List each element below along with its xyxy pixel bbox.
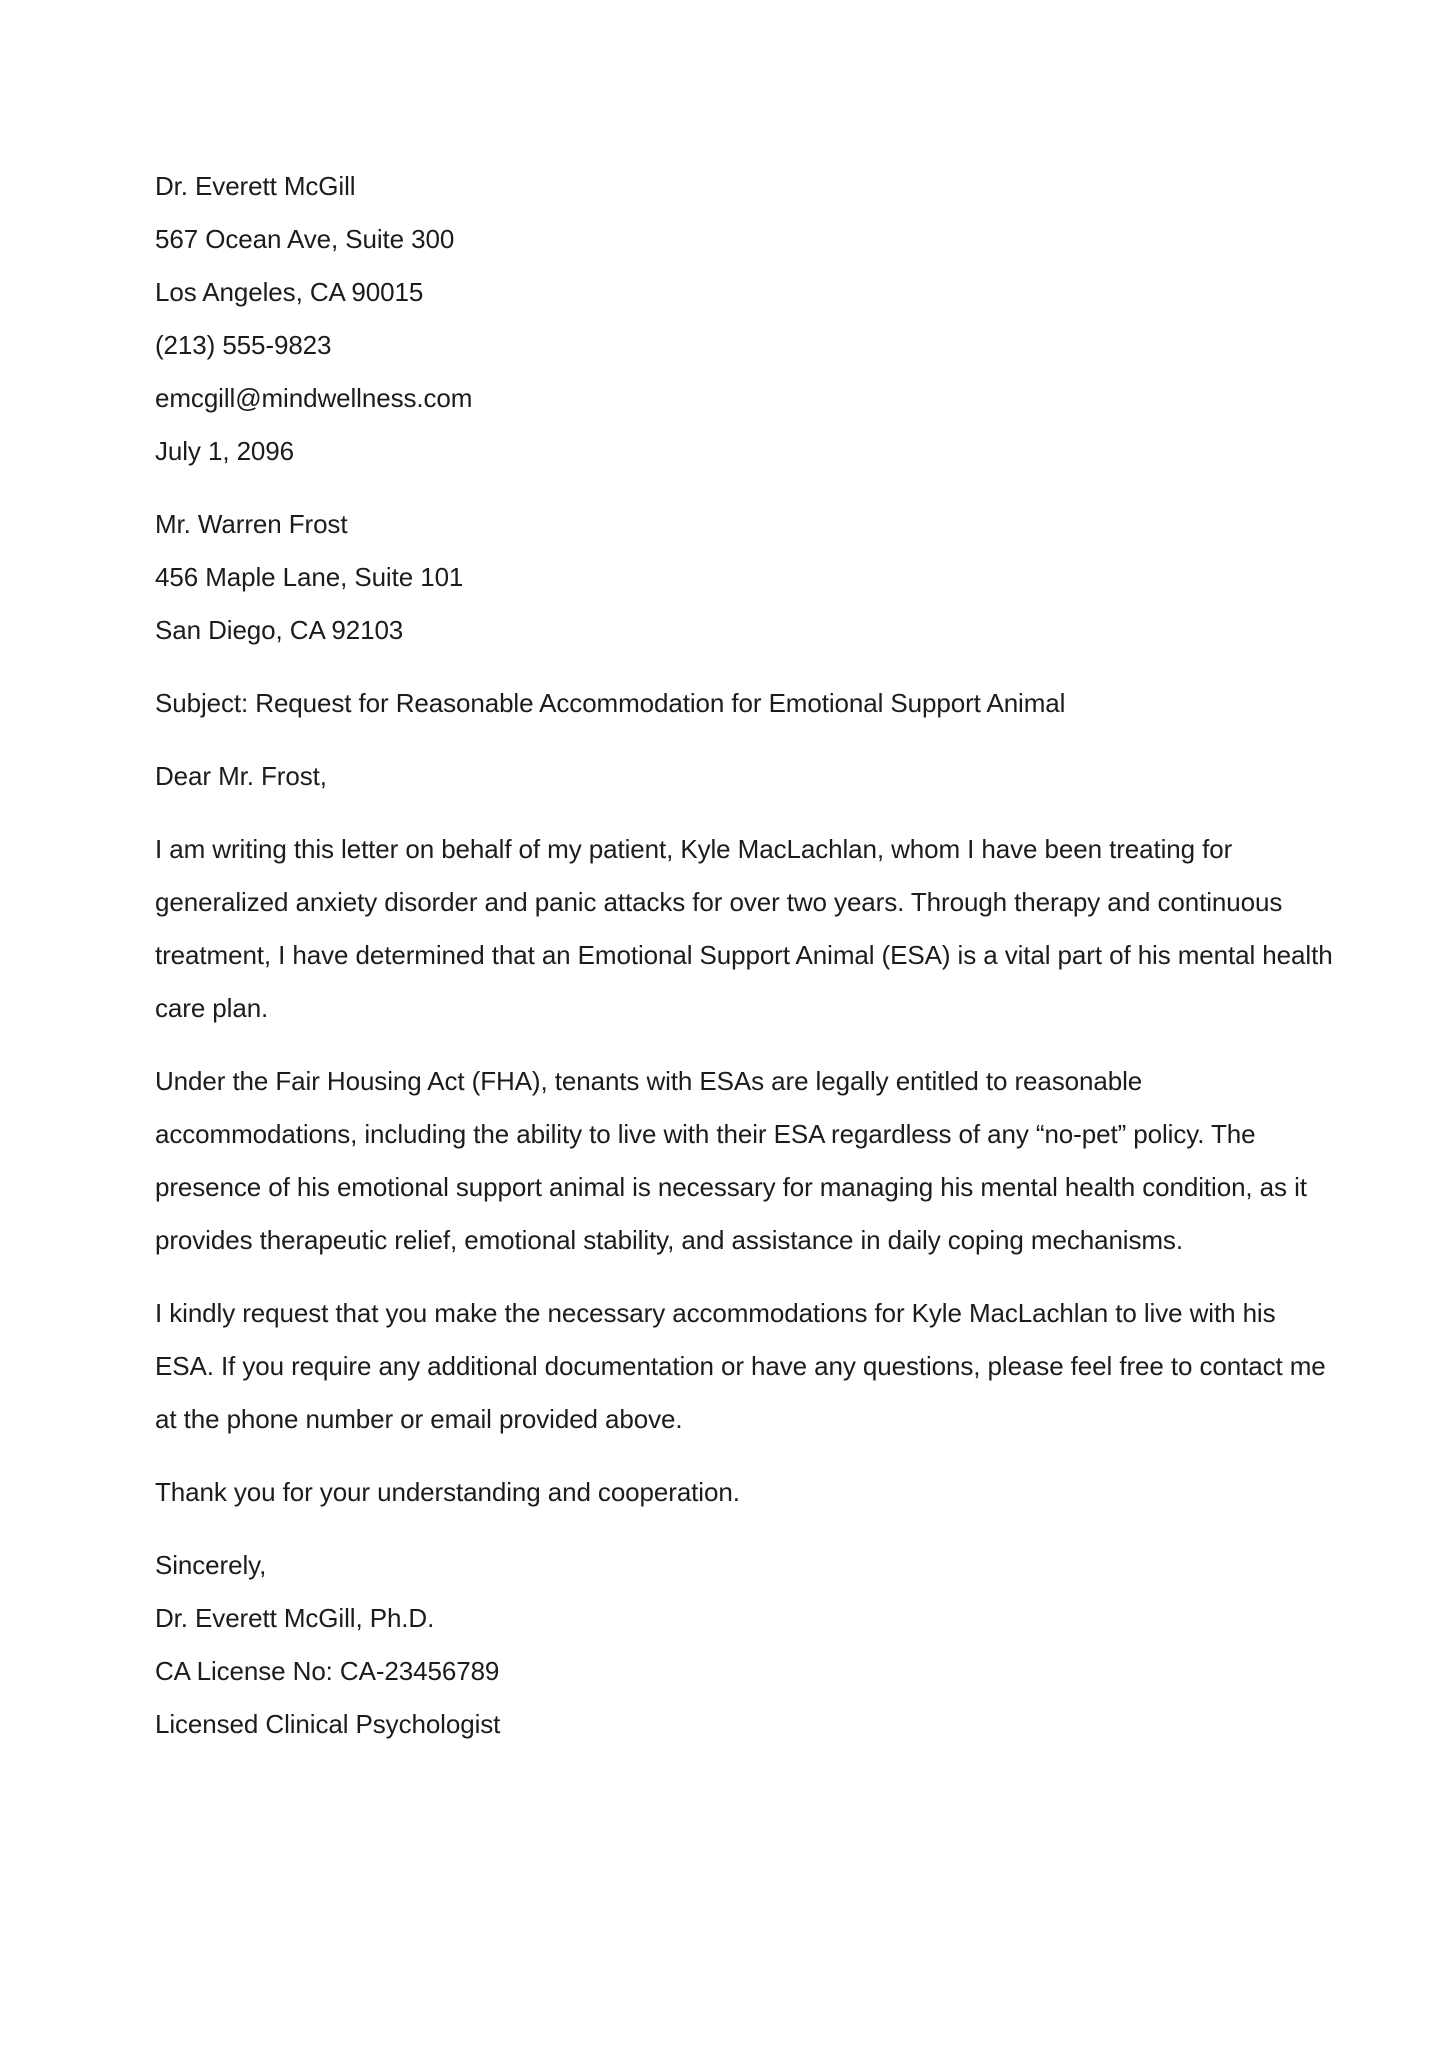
paragraph-text: I kindly request that you make the necessary accommodations for Kyle MacLachlan to live with his ESA. If you require any additional documentation or have any questions, please feel free to contact me at the phone number or email provided above.: [155, 1298, 1326, 1434]
letter-date: July 1, 2096: [155, 436, 295, 466]
letter-body: [155, 160, 1335, 1751]
sender-email: emcgill@mindwellness.com: [155, 383, 473, 413]
recipient-street: 456 Maple Lane, Suite 101: [155, 562, 464, 592]
sender-phone: (213) 555-9823: [155, 330, 332, 360]
signature-license: CA License No: CA-23456789: [155, 1656, 500, 1686]
paragraph-text: Under the Fair Housing Act (FHA), tenants with ESAs are legally entitled to reasonable accommodations, including the ability to live with their ESA regardless of any “no-pet” policy. The presence of his emotional support animal is necessary for managing his mental health condition, as it provides therapeutic relief, emotional stability, and assistance in daily coping mechanisms.: [155, 1066, 1307, 1255]
signature-block: [155, 1539, 1335, 1751]
recipient-block: [155, 498, 1335, 657]
closing-thanks-section: [155, 1466, 1335, 1519]
recipient-city: San Diego, CA 92103: [155, 615, 404, 645]
body-paragraph-3: [155, 1287, 1335, 1446]
closing-thanks: Thank you for your understanding and cooperation.: [155, 1477, 740, 1507]
sender-street: 567 Ocean Ave, Suite 300: [155, 224, 455, 254]
salutation: Dear Mr. Frost,: [155, 761, 327, 791]
sender-name: Dr. Everett McGill: [155, 171, 356, 201]
subject-section: [155, 677, 1335, 730]
sender-city: Los Angeles, CA 90015: [155, 277, 424, 307]
paragraph-text: I am writing this letter on behalf of my patient, Kyle MacLachlan, whom I have been treating for generalized anxiety disorder and panic attacks for over two years. Through therapy and continuous treatment, I have determined that an Emotional Support Animal (ESA) is a vital part of his mental health care plan.: [155, 834, 1333, 1023]
body-paragraph-2: [155, 1055, 1335, 1267]
sender-block: [155, 160, 1335, 478]
subject-line: Subject: Request for Reasonable Accommodation for Emotional Support Animal: [155, 688, 1066, 718]
signature-title: Licensed Clinical Psychologist: [155, 1709, 501, 1739]
salutation-section: [155, 750, 1335, 803]
body-paragraph-1: [155, 823, 1335, 1035]
signature-name: Dr. Everett McGill, Ph.D.: [155, 1603, 435, 1633]
recipient-name: Mr. Warren Frost: [155, 509, 348, 539]
signoff: Sincerely,: [155, 1550, 267, 1580]
